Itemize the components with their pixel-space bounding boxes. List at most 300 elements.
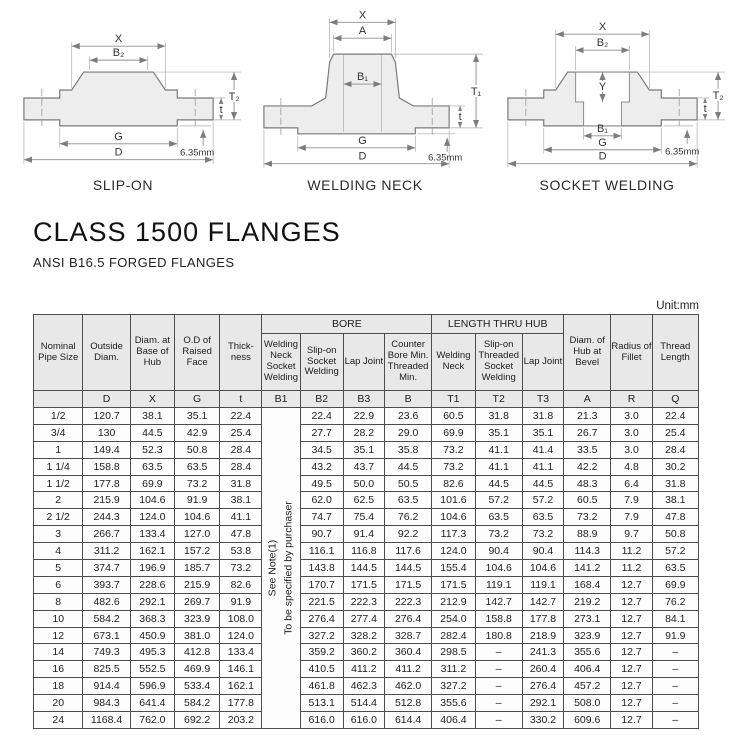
cell-value: 162.1: [220, 678, 262, 695]
col-symbol-Q: Q: [652, 391, 698, 408]
socket-welding-caption: SOCKET WELDING: [539, 177, 675, 193]
b1-note-cell: [262, 408, 300, 729]
dim-label-t2: T₂: [228, 90, 240, 103]
cell-value: 292.1: [522, 695, 563, 712]
cell-value: 9.7: [611, 526, 652, 543]
cell-value: 63.5: [475, 509, 522, 526]
cell-value: 30.2: [652, 458, 698, 475]
cell-value: 120.7: [83, 408, 130, 425]
dim-label-t: t: [219, 103, 223, 116]
cell-value: 144.5: [384, 560, 431, 577]
cell-value: 12.7: [611, 610, 652, 627]
cell-value: 124.0: [220, 627, 262, 644]
cell-value: 101.6: [432, 492, 475, 509]
table-row: [34, 576, 699, 593]
cell-value: 196.9: [130, 560, 174, 577]
cell-value: 35.1: [522, 424, 563, 441]
cell-value: 266.7: [83, 526, 130, 543]
cell-value: 158.8: [475, 610, 522, 627]
cell-value: 512.8: [384, 695, 431, 712]
cell-value: 228.6: [130, 576, 174, 593]
table-row: [34, 661, 699, 678]
cell-value: 411.2: [384, 661, 431, 678]
cell-value: 215.9: [175, 576, 220, 593]
col-symbol-B2: B2: [300, 391, 343, 408]
table-row: [34, 610, 699, 627]
cell-value: 406.4: [564, 661, 611, 678]
cell-value: 596.9: [130, 678, 174, 695]
cell-value: 91.9: [652, 627, 698, 644]
cell-value: 73.2: [432, 458, 475, 475]
col-symbol-D: D: [83, 391, 130, 408]
cell-value: –: [652, 661, 698, 678]
socket-welding-diagram: [486, 6, 728, 176]
cell-nominal-size: 5: [34, 560, 83, 577]
cell-value: 222.3: [384, 593, 431, 610]
cell-value: 47.8: [220, 526, 262, 543]
cell-value: 52.3: [130, 441, 174, 458]
dim-label-t1: T₁: [470, 85, 482, 98]
table-row: [34, 543, 699, 560]
cell-value: 11.2: [611, 560, 652, 577]
cell-value: 12.7: [611, 712, 652, 729]
dim-label-t: t: [458, 110, 462, 123]
cell-value: 749.3: [83, 644, 130, 661]
cell-value: 762.0: [130, 712, 174, 729]
cell-value: 584.2: [83, 610, 130, 627]
group-header-length-thru-hub: LENGTH THRU HUB: [432, 315, 564, 334]
dim-label-b1: B₁: [357, 71, 369, 84]
col-symbol-T2: T2: [475, 391, 522, 408]
table-row: [34, 509, 699, 526]
group-header-bore: BORE: [262, 315, 432, 334]
dim-label-raised-face: 6.35mm: [665, 146, 700, 158]
table-row: [34, 424, 699, 441]
flange-table-body: [34, 408, 699, 729]
col-header-thread-length: Thread Length: [652, 315, 698, 391]
cell-value: –: [652, 678, 698, 695]
cell-value: 73.2: [220, 560, 262, 577]
cell-value: 614.4: [384, 712, 431, 729]
cell-value: 28.4: [652, 441, 698, 458]
cell-value: 450.9: [130, 627, 174, 644]
cell-value: 144.5: [343, 560, 384, 577]
cell-value: 141.2: [564, 560, 611, 577]
dim-label-t: t: [703, 102, 707, 115]
cell-value: 69.9: [652, 576, 698, 593]
cell-value: 298.5: [432, 644, 475, 661]
cell-value: 142.7: [522, 593, 563, 610]
cell-nominal-size: 8: [34, 593, 83, 610]
cell-value: 90.4: [522, 543, 563, 560]
cell-value: 38.1: [130, 408, 174, 425]
cell-value: 616.0: [300, 712, 343, 729]
cell-value: 84.1: [652, 610, 698, 627]
cell-value: 63.5: [175, 458, 220, 475]
dim-label-g: G: [114, 130, 123, 143]
cell-value: 311.2: [83, 543, 130, 560]
cell-value: 260.4: [522, 661, 563, 678]
cell-value: 4.8: [611, 458, 652, 475]
cell-value: 328.2: [343, 627, 384, 644]
cell-value: 38.1: [220, 492, 262, 509]
table-row: [34, 695, 699, 712]
cell-value: 7.9: [611, 509, 652, 526]
cell-value: 104.6: [130, 492, 174, 509]
cell-value: 292.1: [130, 593, 174, 610]
cell-value: 12.7: [611, 576, 652, 593]
cell-nominal-size: 3/4: [34, 424, 83, 441]
col-symbol-X: X: [130, 391, 174, 408]
cell-value: 25.4: [220, 424, 262, 441]
cell-value: 241.3: [522, 644, 563, 661]
cell-value: 221.5: [300, 593, 343, 610]
cell-value: 90.7: [300, 526, 343, 543]
cell-value: 35.1: [175, 408, 220, 425]
cell-value: 35.1: [343, 441, 384, 458]
table-row: [34, 560, 699, 577]
table-row: [34, 712, 699, 729]
cell-value: 41.1: [220, 509, 262, 526]
cell-value: 35.1: [475, 424, 522, 441]
cell-value: 90.4: [475, 543, 522, 560]
cell-value: 168.4: [564, 576, 611, 593]
cell-value: 584.2: [175, 695, 220, 712]
cell-value: 26.7: [564, 424, 611, 441]
cell-value: 219.2: [564, 593, 611, 610]
cell-value: 104.6: [175, 509, 220, 526]
table-row: [34, 678, 699, 695]
cell-value: 323.9: [564, 627, 611, 644]
cell-value: 63.5: [384, 492, 431, 509]
cell-value: 6.4: [611, 475, 652, 492]
cell-value: 11.2: [611, 543, 652, 560]
cell-value: 41.1: [475, 441, 522, 458]
cell-value: 254.0: [432, 610, 475, 627]
cell-value: 43.2: [300, 458, 343, 475]
cell-value: 43.7: [343, 458, 384, 475]
cell-value: 62.0: [300, 492, 343, 509]
cell-value: 63.5: [522, 509, 563, 526]
cell-value: 82.6: [220, 576, 262, 593]
cell-value: 82.6: [432, 475, 475, 492]
cell-nominal-size: 14: [34, 644, 83, 661]
cell-value: 359.2: [300, 644, 343, 661]
cell-value: 355.6: [432, 695, 475, 712]
cell-value: 12.7: [611, 695, 652, 712]
unit-label: Unit:mm: [656, 300, 699, 312]
cell-value: 273.1: [564, 610, 611, 627]
cell-nominal-size: 3: [34, 526, 83, 543]
cell-value: 12.7: [611, 627, 652, 644]
table-row: [34, 627, 699, 644]
flange-outline: [24, 72, 213, 129]
cell-value: 130: [83, 424, 130, 441]
col-header-slip-on-socket-welding: Slip-on Socket Welding: [300, 334, 343, 391]
slip-on-diagram: [2, 6, 244, 176]
cell-value: 104.6: [522, 560, 563, 577]
cell-value: 185.7: [175, 560, 220, 577]
cell-value: 127.0: [175, 526, 220, 543]
cell-nominal-size: 16: [34, 661, 83, 678]
cell-value: 177.8: [83, 475, 130, 492]
cell-value: 73.2: [564, 509, 611, 526]
cell-value: 31.8: [522, 408, 563, 425]
cell-value: 609.6: [564, 712, 611, 729]
cell-value: 180.8: [475, 627, 522, 644]
cell-nominal-size: 20: [34, 695, 83, 712]
cell-value: 162.1: [130, 543, 174, 560]
col-header-nominal-pipe-size: Nominal Pipe Size: [34, 315, 83, 391]
cell-value: 269.7: [175, 593, 220, 610]
cell-value: 158.8: [83, 458, 130, 475]
dim-label-x: X: [598, 21, 607, 34]
cell-value: 374.7: [83, 560, 130, 577]
cell-value: 552.5: [130, 661, 174, 678]
cell-value: 57.2: [475, 492, 522, 509]
cell-value: –: [475, 644, 522, 661]
table-row: [34, 441, 699, 458]
col-symbol-empty: [34, 391, 83, 408]
cell-value: 7.9: [611, 492, 652, 509]
cell-value: 133.4: [220, 644, 262, 661]
dim-label-b2: B₂: [112, 47, 125, 60]
cell-value: 616.0: [343, 712, 384, 729]
cell-value: 355.6: [564, 644, 611, 661]
cell-value: 41.4: [522, 441, 563, 458]
cell-value: 104.6: [475, 560, 522, 577]
cell-value: 327.2: [300, 627, 343, 644]
cell-value: 12.7: [611, 678, 652, 695]
cell-value: 119.1: [522, 576, 563, 593]
cell-value: 29.0: [384, 424, 431, 441]
cell-value: 60.5: [432, 408, 475, 425]
cell-value: 146.1: [220, 661, 262, 678]
cell-value: 469.9: [175, 661, 220, 678]
cell-value: 177.8: [522, 610, 563, 627]
cell-value: 108.0: [220, 610, 262, 627]
cell-value: 276.4: [384, 610, 431, 627]
col-header-thickness: Thick-ness: [220, 315, 262, 391]
table-row: [34, 475, 699, 492]
cell-value: 482.6: [83, 593, 130, 610]
cell-value: 76.2: [652, 593, 698, 610]
col-symbol-A: A: [564, 391, 611, 408]
cell-value: 119.1: [475, 576, 522, 593]
table-header: [34, 315, 699, 408]
cell-value: 22.4: [300, 408, 343, 425]
cell-value: 38.1: [652, 492, 698, 509]
cell-value: 21.3: [564, 408, 611, 425]
cell-value: 116.8: [343, 543, 384, 560]
col-header-welding-neck-length: Welding Neck: [432, 334, 475, 391]
cell-value: 203.2: [220, 712, 262, 729]
cell-nominal-size: 2 1/2: [34, 509, 83, 526]
cell-value: 28.4: [220, 458, 262, 475]
cell-value: 12.7: [611, 644, 652, 661]
col-symbol-B1: B1: [262, 391, 300, 408]
welding-neck-caption: WELDING NECK: [307, 177, 423, 193]
cell-value: 69.9: [432, 424, 475, 441]
cell-value: 142.7: [475, 593, 522, 610]
cell-value: 171.5: [384, 576, 431, 593]
cell-value: 31.8: [475, 408, 522, 425]
col-header-diam-hub-bevel: Diam. of Hub at Bevel: [564, 315, 611, 391]
col-symbol-G: G: [175, 391, 220, 408]
cell-value: 133.4: [130, 526, 174, 543]
col-header-diam-base-hub: Diam. at Base of Hub: [130, 315, 174, 391]
cell-value: 48.3: [564, 475, 611, 492]
table-row: [34, 458, 699, 475]
table-row: [34, 593, 699, 610]
cell-value: 33.5: [564, 441, 611, 458]
cell-value: 508.0: [564, 695, 611, 712]
page-subtitle: ANSI B16.5 FORGED FLANGES: [33, 255, 235, 270]
cell-value: 393.7: [83, 576, 130, 593]
cell-value: 327.2: [432, 678, 475, 695]
cell-value: 25.4: [652, 424, 698, 441]
dim-label-y: Y: [598, 81, 607, 94]
col-symbol-R: R: [611, 391, 652, 408]
cell-value: 412.8: [175, 644, 220, 661]
cell-value: 984.3: [83, 695, 130, 712]
cell-value: 104.6: [432, 509, 475, 526]
title-block: [33, 217, 730, 270]
cell-nominal-size: 12: [34, 627, 83, 644]
cell-value: 641.4: [130, 695, 174, 712]
dim-label-g: G: [598, 136, 607, 149]
slip-on-caption: SLIP-ON: [92, 177, 154, 193]
cell-value: 155.4: [432, 560, 475, 577]
col-header-lap-joint-bore: Lap Joint: [343, 334, 384, 391]
cell-value: 50.8: [652, 526, 698, 543]
cell-value: 91.9: [175, 492, 220, 509]
cell-value: 244.3: [83, 509, 130, 526]
cell-value: 74.7: [300, 509, 343, 526]
symbol-row: [34, 391, 699, 408]
cell-value: 63.5: [130, 458, 174, 475]
cell-value: 218.9: [522, 627, 563, 644]
cell-value: 360.2: [343, 644, 384, 661]
cell-value: 276.4: [300, 610, 343, 627]
cell-value: 12.7: [611, 593, 652, 610]
cell-value: 50.5: [384, 475, 431, 492]
cell-nominal-size: 1 1/2: [34, 475, 83, 492]
cell-value: 50.0: [343, 475, 384, 492]
cell-value: 410.5: [300, 661, 343, 678]
cell-value: 411.2: [343, 661, 384, 678]
cell-value: –: [652, 695, 698, 712]
cell-value: 381.0: [175, 627, 220, 644]
cell-value: 42.9: [175, 424, 220, 441]
cell-value: 157.2: [175, 543, 220, 560]
dim-label-d: D: [598, 150, 607, 163]
cell-value: 368.3: [130, 610, 174, 627]
cell-value: 57.2: [652, 543, 698, 560]
dim-label-d: D: [358, 150, 367, 163]
cell-value: 117.6: [384, 543, 431, 560]
cell-value: 117.3: [432, 526, 475, 543]
cell-value: 533.4: [175, 678, 220, 695]
cell-value: 22.4: [220, 408, 262, 425]
cell-value: 76.2: [384, 509, 431, 526]
cell-value: 328.7: [384, 627, 431, 644]
cell-value: 462.3: [343, 678, 384, 695]
dim-label-g: G: [358, 134, 367, 147]
dim-label-d: D: [114, 146, 123, 159]
cell-value: 171.5: [343, 576, 384, 593]
cell-value: 462.0: [384, 678, 431, 695]
cell-value: 282.4: [432, 627, 475, 644]
dim-label-a: A: [358, 25, 367, 38]
cell-value: 1168.4: [83, 712, 130, 729]
cell-value: 57.2: [522, 492, 563, 509]
cell-value: –: [475, 695, 522, 712]
col-symbol-B: B: [384, 391, 431, 408]
cell-value: 50.8: [175, 441, 220, 458]
cell-value: 914.4: [83, 678, 130, 695]
flange-outline: [264, 54, 449, 136]
dim-label-x: X: [114, 33, 123, 46]
cell-value: 28.4: [220, 441, 262, 458]
page-title: CLASS 1500 FLANGES: [33, 217, 341, 247]
cell-value: 22.9: [343, 408, 384, 425]
cell-value: –: [652, 644, 698, 661]
dim-label-x: X: [358, 9, 367, 22]
cell-value: 63.5: [652, 560, 698, 577]
cell-value: 88.9: [564, 526, 611, 543]
col-symbol-t: t: [220, 391, 262, 408]
socket-welding-figure: [486, 6, 728, 193]
cell-value: 44.5: [522, 475, 563, 492]
cell-value: 53.8: [220, 543, 262, 560]
cell-value: 222.3: [343, 593, 384, 610]
cell-value: –: [475, 661, 522, 678]
col-symbol-B3: B3: [343, 391, 384, 408]
cell-value: 673.1: [83, 627, 130, 644]
cell-value: 143.8: [300, 560, 343, 577]
cell-value: 212.9: [432, 593, 475, 610]
cell-value: 12.7: [611, 661, 652, 678]
cell-value: –: [652, 712, 698, 729]
cell-value: 406.4: [432, 712, 475, 729]
cell-value: 116.1: [300, 543, 343, 560]
cell-value: 170.7: [300, 576, 343, 593]
col-header-outside-diam: Outside Diam.: [83, 315, 130, 391]
table-row: [34, 492, 699, 509]
col-symbol-T3: T3: [522, 391, 563, 408]
cell-nominal-size: 1 1/4: [34, 458, 83, 475]
cell-value: 3.0: [611, 441, 652, 458]
cell-value: 41.1: [522, 458, 563, 475]
cell-value: 3.0: [611, 424, 652, 441]
welding-neck-diagram: [244, 6, 486, 176]
col-header-welding-neck-socket-welding: Welding Neck Socket Welding: [262, 334, 300, 391]
cell-value: 69.9: [130, 475, 174, 492]
cell-nominal-size: 4: [34, 543, 83, 560]
dim-label-raised-face: 6.35mm: [428, 152, 463, 164]
col-header-counter-bore: Counter Bore Min. Threaded Min.: [384, 334, 431, 391]
welding-neck-figure: [244, 6, 486, 193]
cell-nominal-size: 1/2: [34, 408, 83, 425]
cell-value: 92.2: [384, 526, 431, 543]
cell-value: 41.1: [475, 458, 522, 475]
b1-note-text: See Note(1) To be specified by purchaser: [266, 501, 295, 635]
table-row: [34, 644, 699, 661]
cell-nominal-size: 24: [34, 712, 83, 729]
cell-value: 49.5: [300, 475, 343, 492]
cell-value: 34.5: [300, 441, 343, 458]
